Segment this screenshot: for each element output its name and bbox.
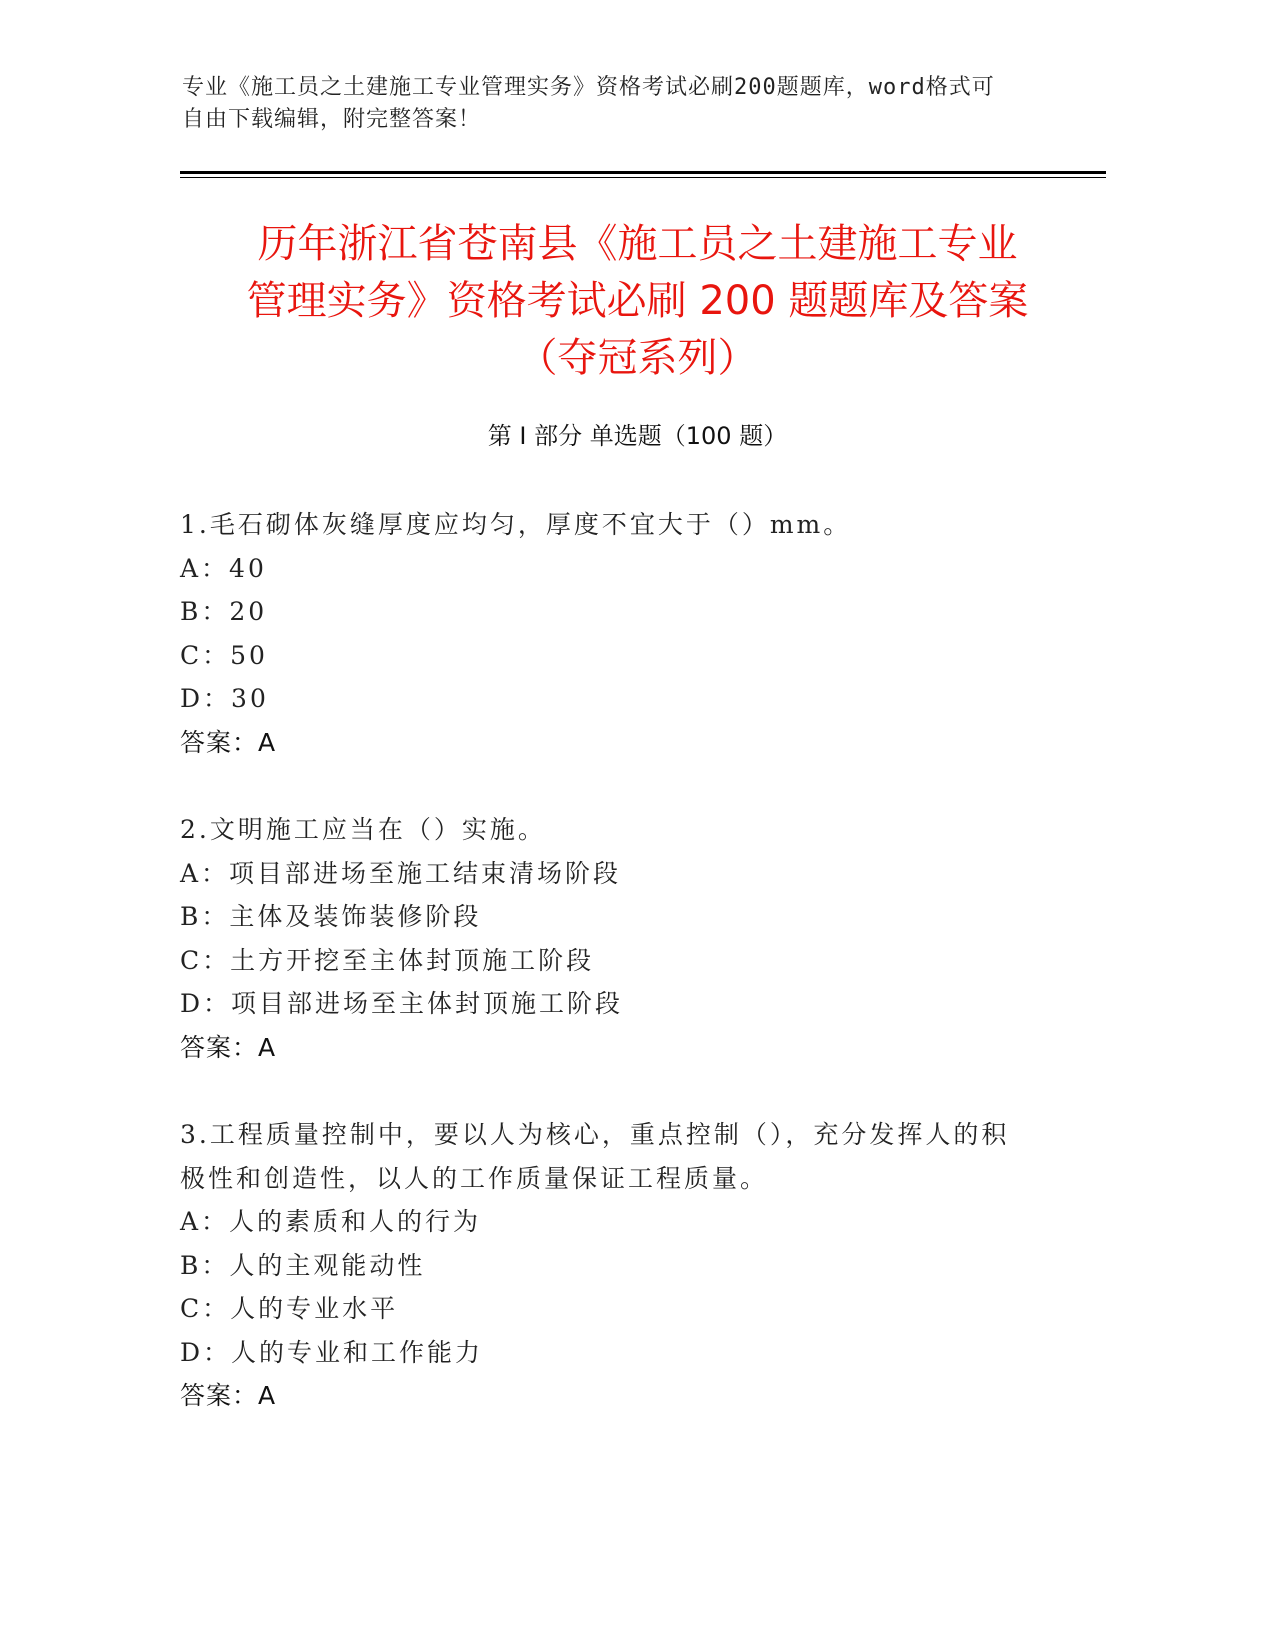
option-d: D：项目部进场至主体封顶施工阶段 [180, 989, 624, 1018]
document-title [150, 216, 1125, 387]
header-divider-thick [180, 171, 1106, 174]
option-d: D：人的专业和工作能力 [180, 1337, 484, 1367]
header-note [182, 72, 1082, 136]
option-d: D：30 [180, 684, 269, 713]
title-line: （夺冠系列） [517, 335, 758, 381]
option-c: C：50 [180, 640, 268, 670]
answer-line: 答案：A [180, 727, 277, 757]
option-b: B：人的主观能动性 [180, 1250, 426, 1280]
question-stem: 1.毛石砌体灰缝厚度应均匀，厚度不宜大于（）mm。 [180, 510, 852, 539]
option-a: A：人的素质和人的行为 [180, 1207, 482, 1236]
question-block [180, 808, 1080, 1069]
option-c: C：人的专业水平 [180, 1294, 399, 1323]
question-stem: 3.工程质量控制中，要以人为核心，重点控制（），充分发挥人的积 [180, 1120, 1010, 1149]
option-c: C：土方开挖至主体封顶施工阶段 [180, 945, 595, 975]
option-a: A：项目部进场至施工结束清场阶段 [180, 858, 622, 888]
header-note-line: 自由下载编辑，附完整答案！ [182, 107, 482, 132]
question-block [180, 1113, 1080, 1418]
title-line: 历年浙江省苍南县《施工员之土建施工专业 [257, 221, 1018, 267]
option-a: A：40 [180, 553, 267, 583]
question-block [180, 503, 1080, 764]
answer-line: 答案：A [180, 1381, 277, 1410]
question-stem: 2.文明施工应当在（）实施。 [180, 815, 546, 844]
option-b: B：主体及装饰装修阶段 [180, 902, 482, 931]
header-divider-thin [180, 177, 1106, 178]
section-heading: 第 I 部分 单选题（100 题） [487, 422, 788, 450]
header-note-line: 专业《施工员之土建施工专业管理实务》资格考试必刷200题题库，word格式可 [182, 75, 995, 100]
question-stem-continued: 极性和创造性，以人的工作质量保证工程质量。 [180, 1163, 769, 1193]
title-line: 管理实务》资格考试必刷 200 题题库及答案 [246, 278, 1029, 324]
option-b: B：20 [180, 597, 268, 626]
answer-line: 答案：A [180, 1032, 277, 1062]
